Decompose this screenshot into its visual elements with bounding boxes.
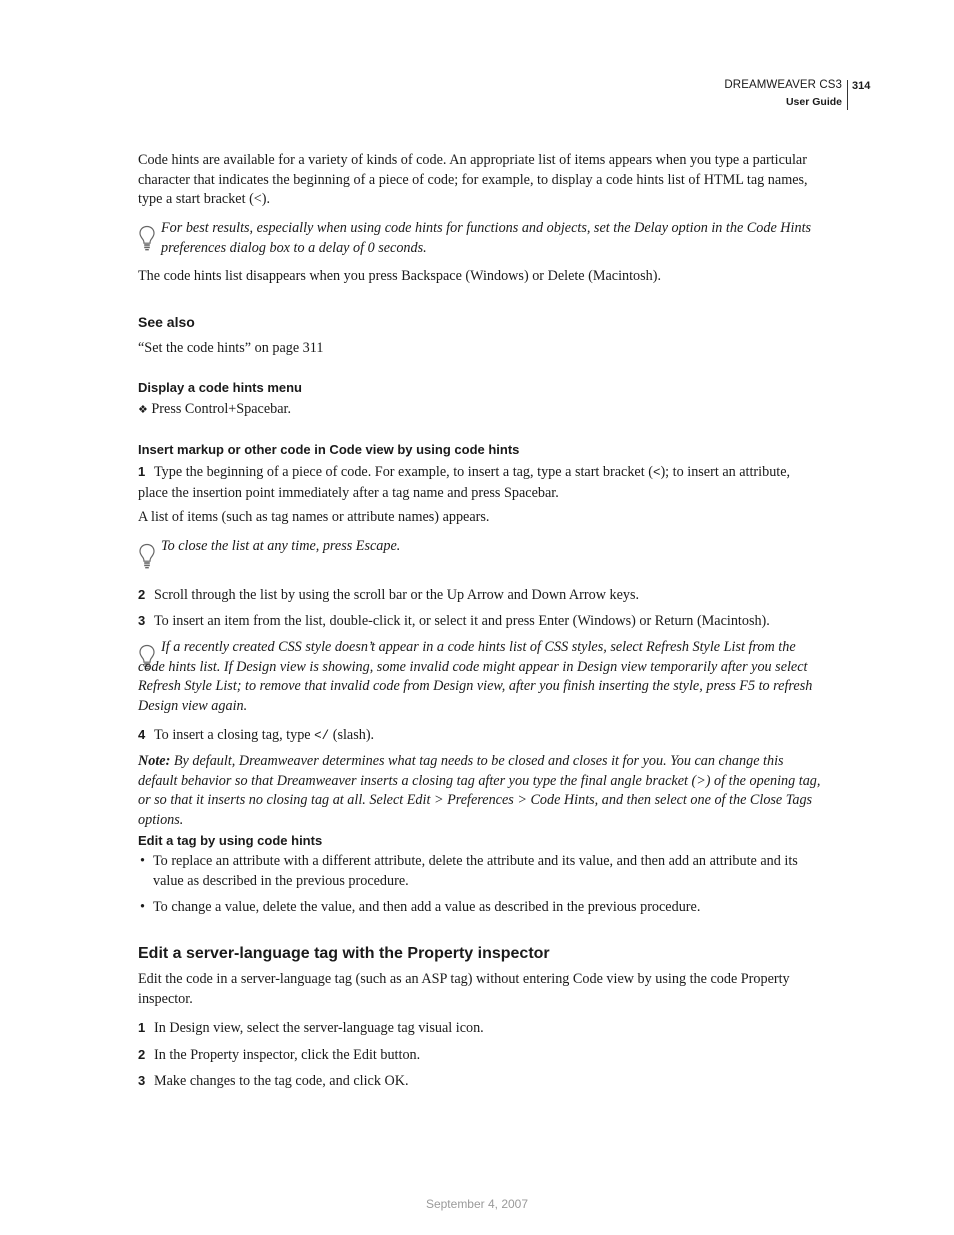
bullet-text: To replace an attribute with a different attribute, delete the attribute and its value, and then add an attribute and its value as described in the previous procedure. — [153, 853, 798, 889]
step-number: 1 — [138, 464, 146, 479]
display-menu-heading: Display a code hints menu — [138, 380, 302, 395]
note-text: By default, Dreamweaver determines what tag needs to be closed and closes it for you. You can change this default behavior so that Dreamweaver inserts a closing tag after you type the final angle bracket (>) of the opening tag, or so that it inserts no closing tag at all. Select Edit > Preferences > Code Hints, and then select one of the Close Tags options. — [138, 753, 821, 828]
see-also-link[interactable]: “Set the code hints” on page 311 — [138, 340, 324, 356]
step-text: In Design view, select the server-language tag visual icon. — [154, 1020, 484, 1036]
display-menu-step-text: Press Control+Spacebar. — [151, 401, 292, 417]
step-text: To insert a closing tag, type — [154, 727, 315, 743]
step-text-cont: (slash). — [329, 727, 375, 743]
tip-bulb-icon — [138, 543, 156, 569]
diamond-bullet-icon: ❖ — [138, 404, 148, 416]
edit-tag-bullet-1 — [138, 852, 821, 891]
insert-step-1 — [138, 462, 818, 503]
step-text: In the Property inspector, click the Edit button. — [154, 1047, 421, 1063]
step-text: Make changes to the tag code, and click OK. — [154, 1073, 409, 1089]
insert-markup-heading: Insert markup or other code in Code view by using code hints — [138, 442, 520, 457]
step-number: 4 — [138, 727, 146, 742]
see-also-heading: See also — [138, 314, 195, 330]
insert-step-3 — [138, 611, 818, 632]
note-paragraph — [138, 752, 821, 830]
tip-delay: For best results, especially when using code hints for functions and objects, set the Delay option in the Code Hints preferences dialog box to a delay of 0 seconds. — [161, 220, 812, 256]
header-product: DREAMWEAVER CS3 — [724, 79, 842, 91]
step-number: 2 — [138, 587, 146, 602]
intro-paragraph: Code hints are available for a variety of kinds of code. An appropriate list of items appears when you type a particular character that indicates the beginning of a piece of code; for example, to display a code hints list of HTML tag names, type a start bracket (<). — [138, 152, 808, 208]
edit-tag-bullet-2 — [138, 898, 821, 918]
server-step-2 — [138, 1045, 818, 1066]
insert-step-2 — [138, 585, 818, 606]
bullet-dot: • — [140, 899, 145, 915]
tip-escape: To close the list at any time, press Escape. — [161, 538, 401, 554]
tip-bulb-icon — [138, 225, 156, 251]
step-text: Scroll through the list by using the scroll bar or the Up Arrow and Down Arrow keys. — [154, 587, 640, 603]
tip-refresh-style: If a recently created CSS style doesn’t appear in a code hints list of CSS styles, select Refresh Style List from the code hints list. If Design view is showing, some invalid code might appear in Design view temporarily after you select Refresh Style List; to remove that invalid code from Design view, after you finish inserting the style, press F5 to refresh Design view again. — [138, 639, 813, 714]
insert-result: A list of items (such as tag names or attribute names) appears. — [138, 509, 490, 525]
step-number: 3 — [138, 613, 146, 628]
footer-date: September 4, 2007 — [425, 1197, 529, 1211]
note-label: Note: — [138, 753, 171, 769]
bullet-text: To change a value, delete the value, and then add a value as described in the previous procedure. — [153, 899, 701, 915]
insert-step-4 — [138, 725, 818, 747]
header-divider — [847, 80, 848, 110]
page-number: 314 — [852, 80, 871, 92]
edit-tag-heading: Edit a tag by using code hints — [138, 833, 323, 848]
step-number: 3 — [138, 1073, 146, 1088]
intro-paragraph-2: The code hints list disappears when you press Backspace (Windows) or Delete (Macintosh). — [138, 268, 662, 284]
server-step-3 — [138, 1071, 818, 1092]
server-tag-intro: Edit the code in a server-language tag (such as an ASP tag) without entering Code view by using the code Property inspector. — [138, 971, 790, 1007]
step-text-cont: ); to insert an attribute, place the insertion point immediately after a tag name and press Spacebar. — [138, 464, 791, 501]
display-menu-step — [138, 400, 818, 421]
step-number: 1 — [138, 1020, 146, 1035]
step-text: To insert an item from the list, double-click it, or select it and press Enter (Windows) or Return (Macintosh). — [154, 613, 770, 629]
step-number: 2 — [138, 1047, 146, 1062]
header-guide: User Guide — [785, 96, 842, 108]
server-step-1 — [138, 1018, 818, 1039]
code-start-bracket: < — [652, 466, 661, 480]
server-tag-heading: Edit a server-language tag with the Property inspector — [138, 945, 550, 962]
bullet-dot: • — [140, 853, 145, 869]
step-text: Type the beginning of a piece of code. For example, to insert a tag, type a start bracket ( — [154, 464, 653, 480]
code-closing-slash: </ — [314, 729, 330, 743]
